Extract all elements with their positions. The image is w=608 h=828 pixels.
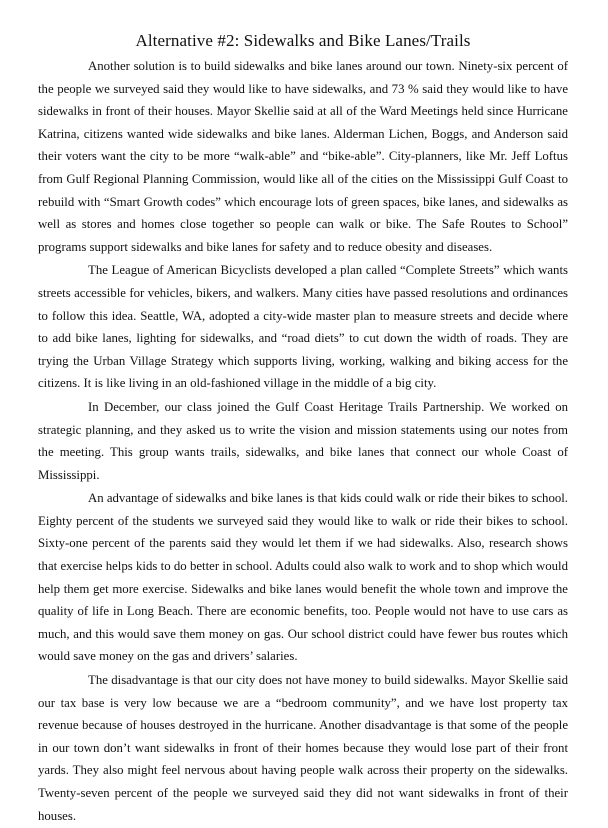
document-page	[38, 30, 568, 828]
paragraph-advantage: An advantage of sidewalks and bike lanes is that kids could walk or ride their bikes to school. Eighty percent of the students we surveyed said they would like to walk or ride their bikes to school. Sixty-one percent of the parents said they would let them if we had sidewalks. Also, research shows that exercise helps kids to do better in school. Adults could also walk to work and to shop which would help them get more exercise. Sidewalks and bike lanes would benefit the whole town and improve the quality of life in Long Beach. There are economic benefits, too. People would not have to use cars as much, and this would save them money on gas. Our school district could have fewer bus routes which would save money on the gas and drivers’ salaries.	[38, 491, 568, 664]
paragraph-solution: Another solution is to build sidewalks and bike lanes around our town. Ninety-six percent of the people we surveyed said they would like to have sidewalks, and 73 % said they would like to have sidewalks in front of their houses. Mayor Skellie said at all of the Ward Meetings held since Hurricane Katrina, citizens wanted wide sidewalks and bike lanes. Alderman Lichen, Boggs, and Anderson said their voters want the city to be more “walk-able” and “bike-able”. City-planners, like Mr. Jeff Loftus from Gulf Regional Planning Commission, would like all of the cities on the Mississippi Gulf Coast to rebuild with “Smart Growth codes” which encourage lots of green spaces, bike lanes, and sidewalks as well as stores and homes close together so people can walk or bike. The Safe Routes to School” programs support sidewalks and bike lanes for safety and to reduce obesity and diseases.	[38, 59, 568, 254]
paragraph-trails-partnership: In December, our class joined the Gulf Coast Heritage Trails Partnership. We worked on strategic planning, and they asked us to write the vision and mission statements using our notes from the meeting. This group wants trails, sidewalks, and bike lanes that connect our whole Coast of Mississippi.	[38, 399, 568, 482]
paragraph-complete-streets: The League of American Bicyclists developed a plan called “Complete Streets” which wants streets accessible for vehicles, bikers, and walkers. Many cities have passed resolutions and ordinances to follow this idea. Seattle, WA, adopted a city-wide master plan to measure streets and decide where to add bike lanes, lighting for sidewalks, and “road diets” to cut down the width of roads. They are trying the Urban Village Strategy which supports living, working, walking and biking access for the citizens. It is like living in an old-fashioned village in the middle of a big city.	[38, 263, 568, 391]
paragraph-disadvantage: The disadvantage is that our city does not have money to build sidewalks. Mayor Skellie said our tax base is very low because we are a “bedroom community”, and we have lost property tax revenue because of houses destroyed in the hurricane. Another disadvantage is that some of the people in our town don’t want sidewalks in front of their homes because they would lose part of their front yards. They also might feel nervous about having people walk across their property on the sidewalks. Twenty-seven percent of the people we surveyed said they did not want sidewalks in front of their houses.	[38, 673, 568, 823]
page-title: Alternative #2: Sidewalks and Bike Lanes/Trails	[135, 31, 471, 50]
